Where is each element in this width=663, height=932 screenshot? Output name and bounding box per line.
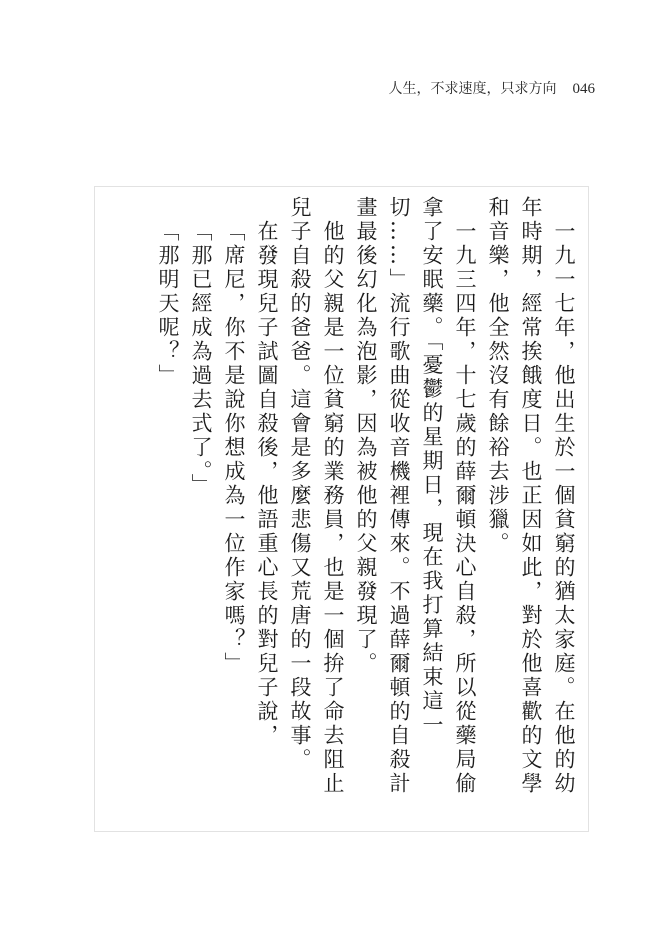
dialogue-line: 「那明天呢？」 xyxy=(156,220,180,388)
paragraph: 一九三四年，十七歲的薛爾頓決心自殺，所以從藥局偷拿了安眠藥。「憂鬱的星期日，現在我打算結束這一切……」流行歌曲從收音機裡傳來。不過薛爾頓的自殺計畫最後幻化為泡影，因為被他的父親發現了。 xyxy=(354,196,477,796)
running-title: 人生，不求速度，只求方向 xyxy=(388,81,557,97)
running-header xyxy=(389,78,596,98)
paragraph: 一九一七年，他出生於一個貧窮的猶太家庭。在他的幼年時期，經常挨餓度日。也正因如此，對於他喜歡的文學和音樂，他全然沒有餘裕去涉獵。 xyxy=(486,196,576,796)
paragraph: 他的父親是一位貧窮的業務員，也是一個拚了命去阻止兒子自殺的爸爸。這會是多麼悲傷又荒唐的一段故事。 xyxy=(288,196,345,796)
body-text xyxy=(118,196,580,818)
paragraph: 在發現兒子試圖自殺後，他語重心長的對兒子說， xyxy=(255,220,279,748)
page-number: 046 xyxy=(572,81,595,97)
dialogue-line: 「那已經成為過去式了。」 xyxy=(189,220,213,498)
dialogue-line: 「席尼，你不是說你想成為一位作家嗎？」 xyxy=(222,220,246,676)
